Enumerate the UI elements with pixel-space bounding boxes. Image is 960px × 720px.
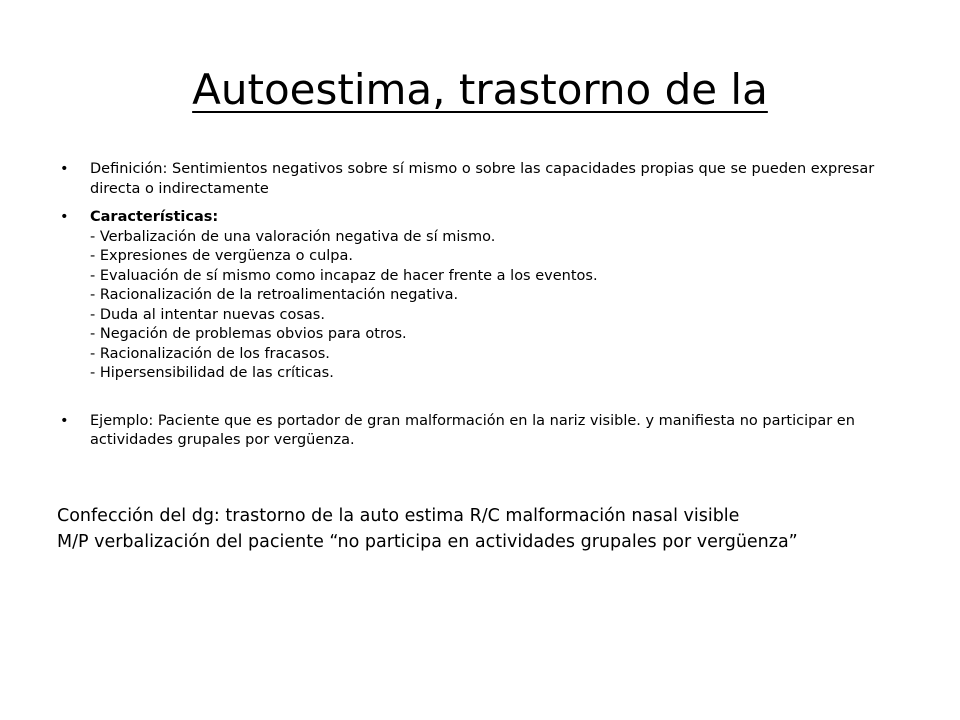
- confection-line-2: M/P verbalización del paciente “no participa en actividades grupales por vergüenza”: [57, 532, 798, 552]
- slide-title: [0, 58, 960, 122]
- bullet-characteristics: [60, 208, 920, 403]
- confection-line-1: Confección del dg: trastorno de la auto estima R/C malformación nasal visible: [57, 506, 740, 526]
- bullet-icon: •: [60, 209, 69, 225]
- characteristic-item: - Verbalización de una valoración negativa de sí mismo.: [90, 228, 496, 245]
- characteristics-label: Características:: [90, 209, 219, 225]
- characteristic-item: - Racionalización de la retroalimentación negativa.: [90, 287, 459, 303]
- diagnosis-confection: [57, 503, 937, 555]
- characteristic-item: - Duda al intentar nuevas cosas.: [90, 306, 325, 323]
- bullet-example: [60, 412, 920, 451]
- characteristic-item: - Expresiones de vergüenza o culpa.: [90, 248, 354, 264]
- example-text: Ejemplo: Paciente que es portador de gran malformación en la nariz visible. y manifiesta no participar en actividades grupales por vergüenza.: [90, 412, 855, 448]
- characteristic-item: - Negación de problemas obvios para otros.: [90, 326, 407, 342]
- bullet-icon: •: [60, 161, 69, 177]
- bullet-definition: [60, 160, 920, 199]
- bullet-icon: •: [60, 412, 69, 429]
- slide-title-text: Autoestima, trastorno de la: [192, 65, 768, 114]
- characteristic-item: - Racionalización de los fracasos.: [90, 345, 330, 362]
- characteristics-block: [90, 208, 920, 403]
- bullet-list: [60, 160, 920, 460]
- characteristic-item: - Evaluación de sí mismo como incapaz de hacer frente a los eventos.: [90, 267, 598, 284]
- blank-line: [90, 384, 920, 403]
- definition-text: Definición: Sentimientos negativos sobre sí mismo o sobre las capacidades propias que se pueden expresar directa o indirectamente: [90, 161, 875, 197]
- characteristic-item: - Hipersensibilidad de las críticas.: [90, 365, 334, 381]
- characteristics-list: [90, 228, 920, 384]
